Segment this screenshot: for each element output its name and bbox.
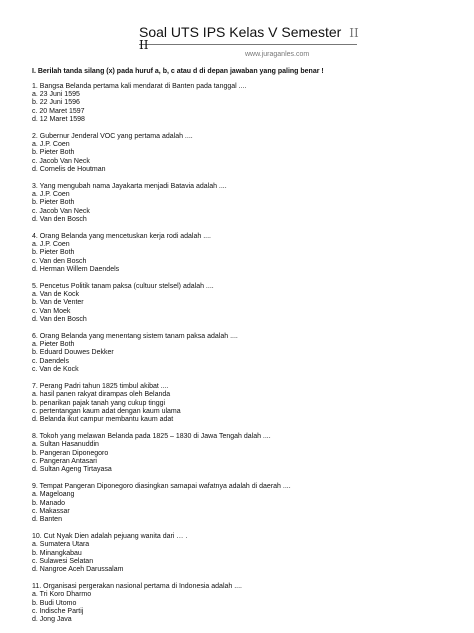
answer-option-c: c. Van den Bosch: [32, 257, 87, 265]
answer-option-a: a. Tri Koro Dharmo: [32, 591, 92, 599]
question-stem: 7. Perang Padri tahun 1825 timbul akibat ....: [32, 383, 169, 391]
answer-option-c: c. 20 Maret 1597: [32, 107, 85, 115]
answer-option-a: a. 23 Juni 1595: [32, 91, 80, 99]
answer-option-c: c. Jacob Van Neck: [32, 207, 90, 215]
answer-option-c: c. Pangeran Antasari: [32, 457, 97, 465]
question-stem: 6. Orang Belanda yang menentang sistem tanam paksa adalah ....: [32, 333, 238, 341]
answer-option-d: d. Van den Bosch: [32, 215, 87, 223]
question-stem: 9. Tempat Pangeran Diponegoro diasingkan samapai wafatnya adalah di daerah ....: [32, 483, 291, 491]
answer-option-d: d. Cornelis de Houtman: [32, 165, 106, 173]
answer-option-a: a. hasil panen rakyat dirampas oleh Belanda: [32, 391, 171, 399]
question-list: [32, 83, 452, 633]
instruction-text: I. Berilah tanda silang (x) pada huruf a, b, c atau d di depan jawaban yang paling benar !: [32, 68, 324, 75]
question-1: [32, 83, 452, 124]
question-stem: 2. Gubernur Jenderal VOC yang pertama adalah ....: [32, 133, 193, 141]
answer-option-a: a. Sultan Hasanuddin: [32, 441, 99, 449]
document-title-line: [139, 24, 359, 41]
question-3: [32, 183, 452, 224]
title-underline: [139, 44, 357, 45]
question-stem: 4. Orang Belanda yang mencetuskan kerja rodi adalah ....: [32, 233, 211, 241]
answer-option-b: b. Pieter Both: [32, 249, 75, 257]
website-label: www.juraganles.com: [245, 51, 310, 58]
answer-option-c: c. Indische Partij: [32, 607, 84, 615]
question-10: [32, 533, 452, 574]
question-2: [32, 133, 452, 174]
answer-option-d: d. Belanda ikut campur membantu kaum adat: [32, 415, 174, 423]
answer-option-a: a. J.P. Coen: [32, 241, 70, 249]
question-7: [32, 383, 452, 424]
answer-option-b: b. penarikan pajak tanah yang cukup tinggi: [32, 399, 166, 407]
document-title-block: [139, 24, 459, 52]
answer-option-d: d. Herman Willem Daendels: [32, 265, 120, 273]
question-stem: 5. Pencetus Politik tanam paksa (cultuur stelsel) adalah ....: [32, 283, 214, 291]
answer-option-d: d. 12 Maret 1598: [32, 115, 85, 123]
answer-option-b: b. Manado: [32, 499, 66, 507]
question-stem: 10. Cut Nyak Dien adalah pejuang wanita dari … .: [32, 533, 188, 541]
answer-option-b: b. Van de Venter: [32, 299, 84, 307]
question-4: [32, 233, 452, 274]
answer-option-a: a. J.P. Coen: [32, 191, 70, 199]
answer-option-c: c. pertentangan kaum adat dengan kaum ulama: [32, 407, 181, 415]
document-title-roman-line-2: II: [139, 38, 149, 52]
question-9: [32, 483, 452, 524]
answer-option-b: b. Pieter Both: [32, 149, 75, 157]
question-stem: 8. Tokoh yang melawan Belanda pada 1825 – 1830 di Jawa Tengah dalah ....: [32, 433, 271, 441]
question-stem: 11. Organisasi pergerakan nasional pertama di Indonesia adalah ....: [32, 583, 243, 591]
document-title: Soal UTS IPS Kelas V Semester: [139, 24, 342, 40]
answer-option-c: c. Daendels: [32, 357, 69, 365]
answer-option-b: b. Pieter Both: [32, 199, 75, 207]
answer-option-b: b. Pangeran Diponegoro: [32, 449, 109, 457]
answer-option-a: a. J.P. Coen: [32, 141, 70, 149]
answer-option-b: b. Budi Utomo: [32, 599, 77, 607]
answer-option-c: c. Sulawesi Selatan: [32, 557, 94, 565]
answer-option-a: a. Pieter Both: [32, 341, 75, 349]
answer-option-d: d. Van den Bosch: [32, 315, 87, 323]
question-stem: 3. Yang mengubah nama Jayakarta menjadi Batavia adalah ....: [32, 183, 227, 191]
answer-option-a: a. Sumatera Utara: [32, 541, 90, 549]
answer-option-d: d. Banten: [32, 515, 62, 523]
question-5: [32, 283, 452, 324]
answer-option-b: b. Eduard Douwes Dekker: [32, 349, 114, 357]
question-6: [32, 333, 452, 374]
question-8: [32, 433, 452, 474]
answer-option-d: d. Nangroe Aceh Darussalam: [32, 565, 124, 573]
answer-option-d: d. Sultan Ageng Tirtayasa: [32, 465, 112, 473]
question-11: [32, 583, 452, 624]
answer-option-a: a. Van de Kock: [32, 291, 79, 299]
answer-option-a: a. Mageloang: [32, 491, 75, 499]
answer-option-c: c. Makassar: [32, 507, 70, 515]
answer-option-b: b. Minangkabau: [32, 549, 82, 557]
document-title-roman: II: [349, 26, 359, 40]
answer-option-b: b. 22 Juni 1596: [32, 99, 80, 107]
answer-option-c: c. Jacob Van Neck: [32, 157, 90, 165]
answer-option-c: c. Van Moek: [32, 307, 71, 315]
question-stem: 1. Bangsa Belanda pertama kali mendarat di Banten pada tanggal ....: [32, 83, 247, 90]
answer-option-d: d. Jong Java: [32, 615, 72, 623]
answer-option-d: c. Van de Kock: [32, 365, 79, 373]
